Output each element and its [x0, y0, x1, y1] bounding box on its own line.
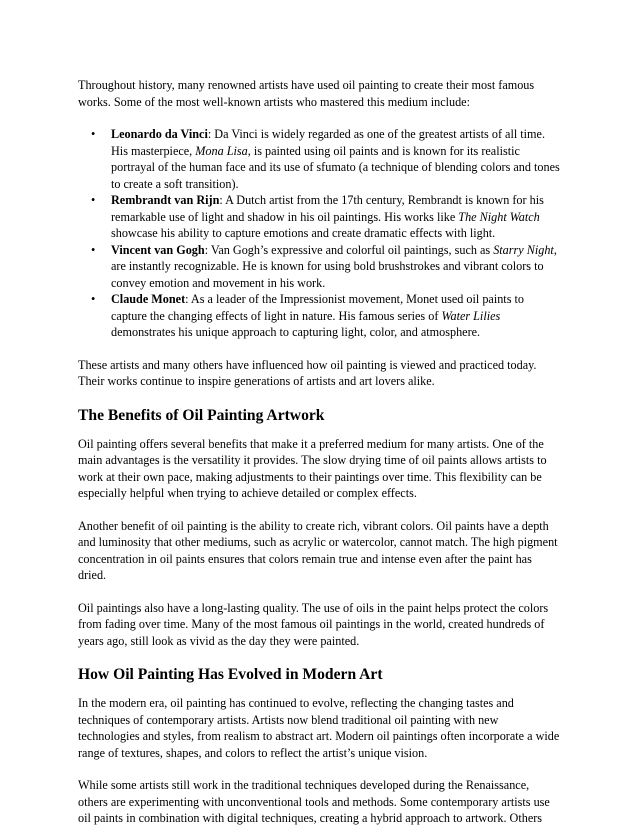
list-item: [111, 242, 560, 292]
artist-text: , is painted using oil paints and is known for its realistic portrayal of the human face and its use of sfumato (a technique of blending colors and tones to create a soft transition).: [111, 143, 560, 191]
artist-text: : A Dutch artist from the 17th century, Rembrandt is known for his remarkable use of light and shadow in his oil paintings. His works like: [111, 193, 544, 224]
benefits-paragraph: Oil painting offers several benefits that make it a preferred medium for many artists. One of the main advantages is the versatility it provides. The slow drying time of oil paints allows artists to work at their own pace, making adjustments to their paintings over time. This flexibility can be especially helpful when trying to achieve detailed or complex effects.: [78, 436, 547, 500]
artist-name: Vincent van Gogh: [111, 242, 205, 257]
artist-text: : Van Gogh’s expressive and colorful oil paintings, such as: [204, 242, 494, 257]
artist-name: Leonardo da Vinci: [111, 127, 208, 141]
artwork-title: Mona Lisa: [195, 143, 248, 158]
modern-art-paragraph: While some artists still work in the traditional techniques developed during the Renaissance, others are experimenting with unconventional tools and methods. Some contemporary artists use oil paints in combination with digital techniques, creating a hybrid approach to artwork. Others: [78, 778, 550, 825]
artist-text: demonstrates his unique approach to capturing light, color, and atmosphere.: [111, 325, 481, 339]
closing-paragraph: These artists and many others have influenced how oil painting is viewed and practiced today. Their works continue to inspire generations of artists and art lovers alike.: [78, 357, 537, 388]
artwork-title: Starry Night: [493, 242, 554, 257]
section-heading-modern-art: How Oil Painting Has Evolved in Modern Art: [78, 666, 383, 683]
artist-text: : Da Vinci is widely regarded as one of the greatest artists of all time. His masterpiece,: [111, 127, 545, 158]
intro-paragraph: Throughout history, many renowned artists have used oil painting to create their most famous works. Some of the most well-known artists who mastered this medium include:: [78, 78, 535, 109]
artist-name: Rembrandt van Rijn: [111, 193, 220, 207]
artwork-title: Water Lilies: [441, 308, 501, 323]
artist-list: [78, 126, 560, 341]
artist-text: : As a leader of the Impressionist movement, Monet used oil paints to capture the changing effects of light in nature. His famous series of: [111, 292, 524, 323]
artwork-title: The Night Watch: [458, 209, 540, 224]
modern-art-paragraph: In the modern era, oil painting has continued to evolve, reflecting the changing tastes and techniques of contemporary artists. Artists now blend traditional oil painting with new technologies and styles, from realism to abstract art. Modern oil paintings often incorporate a wide range of textures, shapes, and colors to reflect the artist’s unique vision.: [78, 696, 560, 760]
benefits-paragraph: Another benefit of oil painting is the ability to create rich, vibrant colors. Oil paints have a depth and luminosity that other mediums, such as acrylic or watercolor, cannot match. The high pigment concentration in oil paints ensures that colors remain true and intense even after the paint has dried.: [78, 518, 558, 582]
list-item: [111, 192, 560, 242]
benefits-paragraph: Oil paintings also have a long-lasting quality. The use of oils in the paint helps protect the colors from fading over time. Many of the most famous oil paintings in the world, created hundreds of years ago, still look as vivid as the day they were painted.: [78, 600, 549, 648]
artist-text: , are instantly recognizable. He is known for using bold brushstrokes and vibrant colors to convey emotion and movement in his work.: [111, 242, 557, 290]
artist-text: showcase his ability to capture emotions and create dramatic effects with light.: [111, 226, 496, 240]
section-heading-benefits: The Benefits of Oil Painting Artwork: [78, 406, 325, 424]
list-item: [111, 126, 560, 192]
artist-name: Claude Monet: [111, 292, 186, 306]
list-item: [111, 291, 560, 341]
